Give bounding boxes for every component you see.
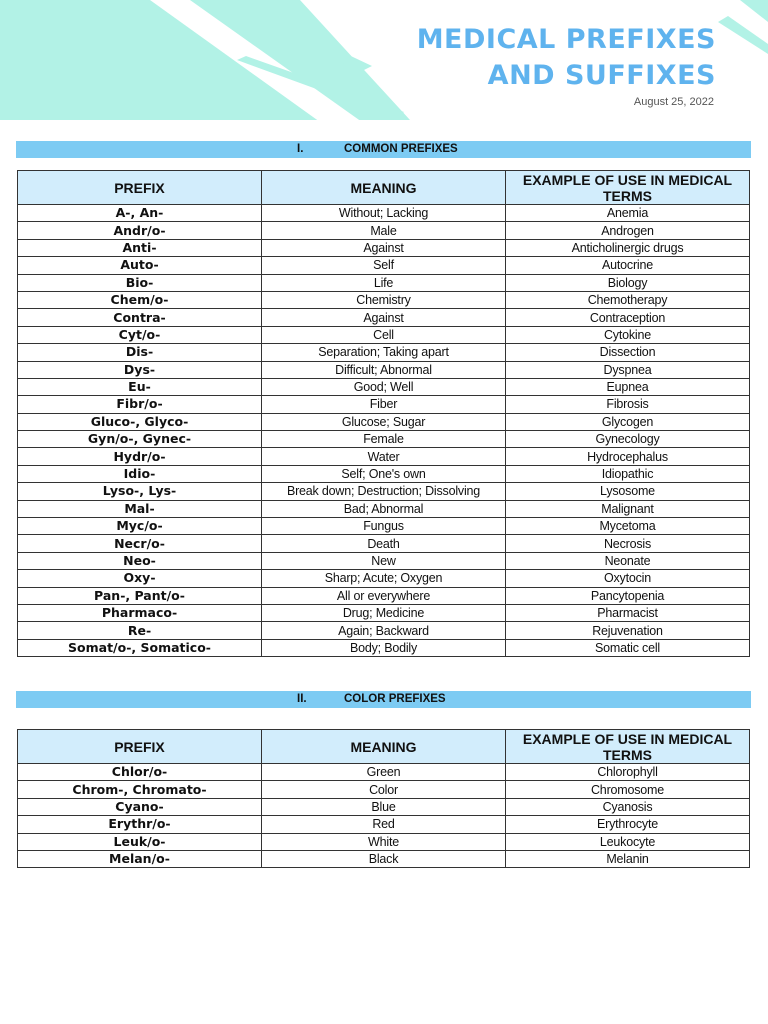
meaning-cell: Female xyxy=(262,431,506,448)
meaning-cell: New xyxy=(262,552,506,569)
header-decor-corner-stripe xyxy=(718,16,768,54)
prefix-cell: Cyano- xyxy=(18,798,262,815)
prefix-cell: Chrom-, Chromato- xyxy=(18,781,262,798)
page-title xyxy=(417,22,716,94)
prefix-cell: Pan-, Pant/o- xyxy=(18,587,262,604)
column-header-meaning: MEANING xyxy=(262,730,506,764)
meaning-cell: Black xyxy=(262,850,506,867)
prefix-cell: Chlor/o- xyxy=(18,764,262,781)
table-row xyxy=(18,764,750,781)
table-row xyxy=(18,465,750,482)
table-row xyxy=(18,239,750,256)
meaning-cell: Against xyxy=(262,309,506,326)
table-row xyxy=(18,431,750,448)
column-header-prefix: PREFIX xyxy=(18,730,262,764)
example-cell: Anemia xyxy=(506,205,750,222)
prefix-cell: Somat/o-, Somatico- xyxy=(18,639,262,656)
example-cell: Cytokine xyxy=(506,326,750,343)
table-row xyxy=(18,413,750,430)
prefix-cell: Anti- xyxy=(18,239,262,256)
example-cell: Anticholinergic drugs xyxy=(506,239,750,256)
table-row xyxy=(18,344,750,361)
prefix-cell: Idio- xyxy=(18,465,262,482)
example-cell: Contraception xyxy=(506,309,750,326)
meaning-cell: Glucose; Sugar xyxy=(262,413,506,430)
table-row xyxy=(18,570,750,587)
example-cell: Somatic cell xyxy=(506,639,750,656)
example-cell: Gynecology xyxy=(506,431,750,448)
prefix-cell: Eu- xyxy=(18,378,262,395)
meaning-cell: Blue xyxy=(262,798,506,815)
example-cell: Cyanosis xyxy=(506,798,750,815)
meaning-cell: All or everywhere xyxy=(262,587,506,604)
prefix-cell: Pharmaco- xyxy=(18,604,262,621)
table-row xyxy=(18,257,750,274)
table-row xyxy=(18,396,750,413)
prefix-cell: Leuk/o- xyxy=(18,833,262,850)
meaning-cell: Without; Lacking xyxy=(262,205,506,222)
table-row xyxy=(18,274,750,291)
meaning-cell: Chemistry xyxy=(262,291,506,308)
table-row xyxy=(18,326,750,343)
meaning-cell: Difficult; Abnormal xyxy=(262,361,506,378)
meaning-cell: Color xyxy=(262,781,506,798)
table-row xyxy=(18,798,750,815)
meaning-cell: Cell xyxy=(262,326,506,343)
table-row xyxy=(18,222,750,239)
table-row xyxy=(18,483,750,500)
example-cell: Erythrocyte xyxy=(506,816,750,833)
prefix-cell: Myc/o- xyxy=(18,518,262,535)
color-prefixes-table xyxy=(17,729,750,868)
table-row xyxy=(18,850,750,867)
example-cell: Autocrine xyxy=(506,257,750,274)
section-heading-color-prefixes xyxy=(16,691,751,708)
meaning-cell: Life xyxy=(262,274,506,291)
meaning-cell: Drug; Medicine xyxy=(262,604,506,621)
meaning-cell: White xyxy=(262,833,506,850)
example-cell: Glycogen xyxy=(506,413,750,430)
prefix-cell: Dis- xyxy=(18,344,262,361)
table-row xyxy=(18,535,750,552)
prefix-cell: Re- xyxy=(18,622,262,639)
meaning-cell: Bad; Abnormal xyxy=(262,500,506,517)
example-cell: Necrosis xyxy=(506,535,750,552)
table-row xyxy=(18,378,750,395)
example-cell: Eupnea xyxy=(506,378,750,395)
prefix-cell: Mal- xyxy=(18,500,262,517)
example-cell: Chromosome xyxy=(506,781,750,798)
header-decor-corner xyxy=(740,0,768,22)
table-row xyxy=(18,309,750,326)
example-cell: Biology xyxy=(506,274,750,291)
example-cell: Neonate xyxy=(506,552,750,569)
common-prefixes-table xyxy=(17,170,750,657)
meaning-cell: Self; One's own xyxy=(262,465,506,482)
prefix-cell: Neo- xyxy=(18,552,262,569)
title-line-1: MEDICAL PREFIXES xyxy=(416,24,716,55)
example-cell: Hydrocephalus xyxy=(506,448,750,465)
table-row xyxy=(18,604,750,621)
table-row xyxy=(18,291,750,308)
table-row xyxy=(18,500,750,517)
table-row xyxy=(18,552,750,569)
prefix-cell: Hydr/o- xyxy=(18,448,262,465)
example-cell: Chlorophyll xyxy=(506,764,750,781)
meaning-cell: Against xyxy=(262,239,506,256)
example-cell: Androgen xyxy=(506,222,750,239)
prefix-cell: Necr/o- xyxy=(18,535,262,552)
meaning-cell: Death xyxy=(262,535,506,552)
example-cell: Dyspnea xyxy=(506,361,750,378)
example-cell: Chemotherapy xyxy=(506,291,750,308)
example-cell: Malignant xyxy=(506,500,750,517)
table-row xyxy=(18,816,750,833)
column-header-meaning: MEANING xyxy=(262,171,506,205)
meaning-cell: Fungus xyxy=(262,518,506,535)
meaning-cell: Water xyxy=(262,448,506,465)
table-header-row xyxy=(18,171,750,205)
prefix-cell: Chem/o- xyxy=(18,291,262,308)
section-number: II. xyxy=(297,693,307,705)
example-cell: Pancytopenia xyxy=(506,587,750,604)
column-header-example: EXAMPLE OF USE IN MEDICAL TERMS xyxy=(506,730,750,764)
table-row xyxy=(18,361,750,378)
document-date: August 25, 2022 xyxy=(633,96,714,108)
prefix-cell: Andr/o- xyxy=(18,222,262,239)
section-title: COLOR PREFIXES xyxy=(344,693,446,705)
table-row xyxy=(18,781,750,798)
meaning-cell: Body; Bodily xyxy=(262,639,506,656)
column-header-prefix: PREFIX xyxy=(18,171,262,205)
section-title: COMMON PREFIXES xyxy=(344,143,458,155)
example-cell: Idiopathic xyxy=(506,465,750,482)
prefix-cell: Contra- xyxy=(18,309,262,326)
prefix-cell: Auto- xyxy=(18,257,262,274)
meaning-cell: Separation; Taking apart xyxy=(262,344,506,361)
prefix-cell: Melan/o- xyxy=(18,850,262,867)
prefix-cell: Oxy- xyxy=(18,570,262,587)
table-row xyxy=(18,518,750,535)
prefix-cell: Gyn/o-, Gynec- xyxy=(18,431,262,448)
example-cell: Rejuvenation xyxy=(506,622,750,639)
example-cell: Melanin xyxy=(506,850,750,867)
table-row xyxy=(18,833,750,850)
meaning-cell: Sharp; Acute; Oxygen xyxy=(262,570,506,587)
meaning-cell: Fiber xyxy=(262,396,506,413)
table-row xyxy=(18,639,750,656)
example-cell: Lysosome xyxy=(506,483,750,500)
meaning-cell: Red xyxy=(262,816,506,833)
prefix-cell: Erythr/o- xyxy=(18,816,262,833)
prefix-cell: Dys- xyxy=(18,361,262,378)
meaning-cell: Good; Well xyxy=(262,378,506,395)
prefix-cell: Gluco-, Glyco- xyxy=(18,413,262,430)
meaning-cell: Break down; Destruction; Dissolving xyxy=(262,483,506,500)
example-cell: Mycetoma xyxy=(506,518,750,535)
prefix-cell: Lyso-, Lys- xyxy=(18,483,262,500)
prefix-cell: Bio- xyxy=(18,274,262,291)
table-row xyxy=(18,587,750,604)
table-row xyxy=(18,448,750,465)
title-line-2: AND SUFFIXES xyxy=(487,60,716,91)
section-heading-common-prefixes xyxy=(16,141,751,158)
example-cell: Oxytocin xyxy=(506,570,750,587)
table-header-row xyxy=(18,730,750,764)
example-cell: Leukocyte xyxy=(506,833,750,850)
table-row xyxy=(18,622,750,639)
example-cell: Pharmacist xyxy=(506,604,750,621)
meaning-cell: Self xyxy=(262,257,506,274)
table-row xyxy=(18,205,750,222)
column-header-example: EXAMPLE OF USE IN MEDICAL TERMS xyxy=(506,171,750,205)
meaning-cell: Green xyxy=(262,764,506,781)
meaning-cell: Male xyxy=(262,222,506,239)
prefix-cell: A-, An- xyxy=(18,205,262,222)
prefix-cell: Fibr/o- xyxy=(18,396,262,413)
prefix-cell: Cyt/o- xyxy=(18,326,262,343)
example-cell: Fibrosis xyxy=(506,396,750,413)
example-cell: Dissection xyxy=(506,344,750,361)
section-number: I. xyxy=(297,143,304,155)
meaning-cell: Again; Backward xyxy=(262,622,506,639)
